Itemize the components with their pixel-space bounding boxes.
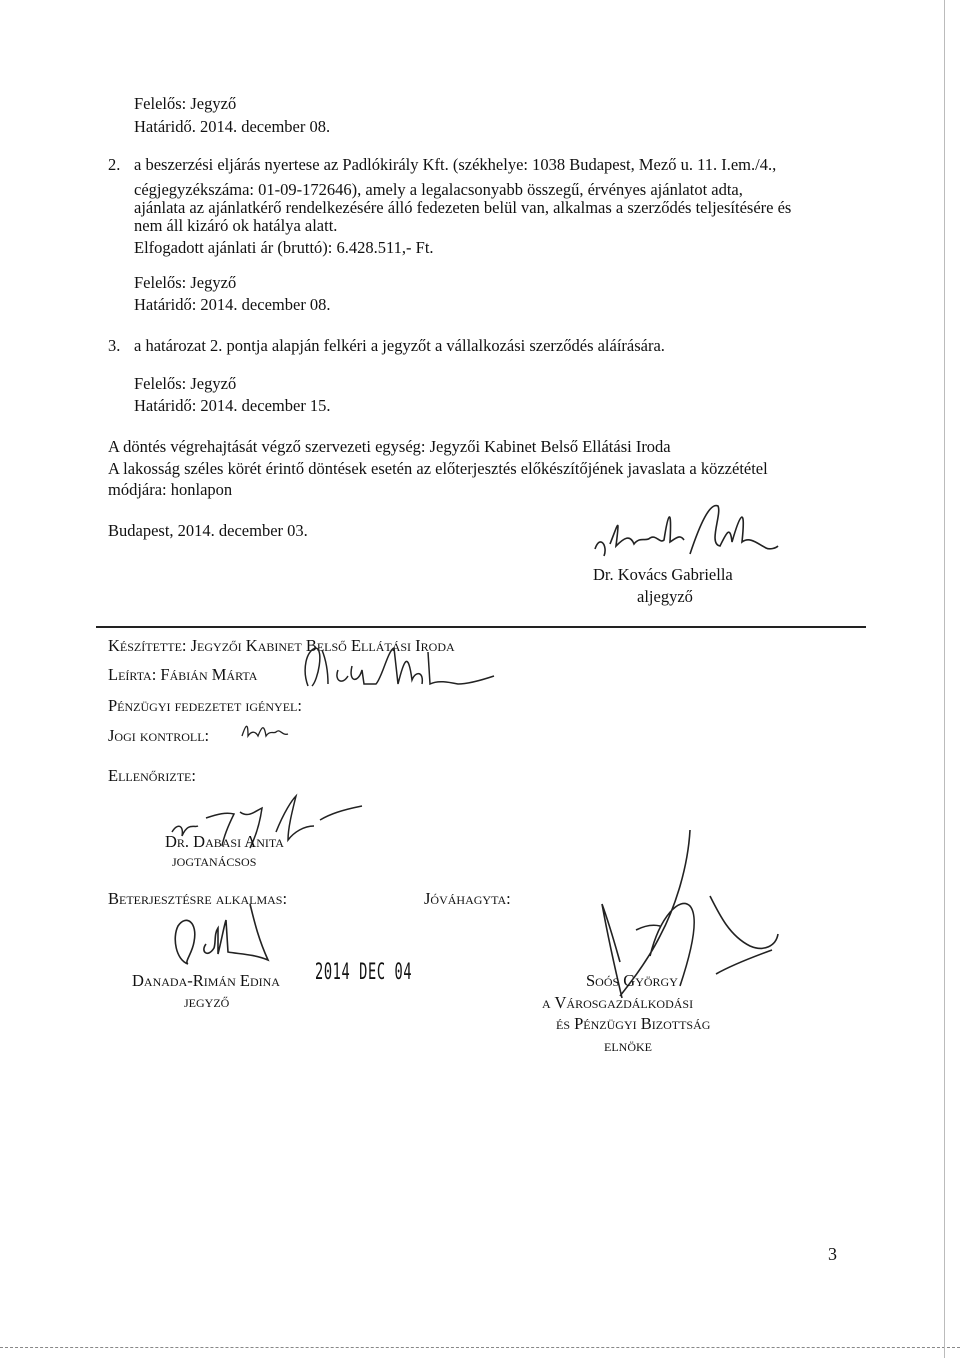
approver-name: Soós György [586,971,678,990]
publication-line: módjára: honlapon [108,480,233,499]
deadline-label: Határidő: 2014. december 08. [134,295,331,314]
signature-danada [158,898,278,978]
publication-line: A lakosság széles körét érintő döntések esetén az előterjesztés előkészítőjének javaslata a közzététel [108,459,768,478]
scan-edge-bottom [0,1347,960,1348]
approver-title: elnöke [604,1036,652,1055]
prepared-by: Készítette: Jegyzői Kabinet Belső Ellátási Iroda [108,636,455,655]
item2-line3: ajánlata az ajánlatkérő rendelkezésére álló fedezeten belül van, alkalmas a szerződés teljesítésére és [134,198,792,217]
deadline-label: Határidő: 2014. december 15. [134,396,331,415]
item-number: 2. [108,155,121,174]
responsible-label: Felelős: Jegyző [134,94,237,113]
approver-title: a Városgazdálkodási [542,993,694,1012]
page-number: 3 [828,1244,837,1264]
written-by: Leírta: Fábián Márta [108,665,258,684]
received-stamp-date: 2014 DEC 04 [315,960,413,985]
item3-text: a határozat 2. pontja alapján felkéri a jegyzőt a vállalkozási szerződés aláírására. [134,336,665,355]
execution-unit: A döntés végrehajtását végző szervezeti egység: Jegyzői Kabinet Belső Ellátási Iroda [108,437,671,456]
submitter-name: Danada-Rimán Edina [132,971,280,990]
place-date: Budapest, 2014. december 03. [108,521,308,540]
financial-cover: Pénzügyi fedezetet igényel: [108,696,302,715]
item2-line1: a beszerzési eljárás nyertese az Padlókirály Kft. (székhelye: 1038 Budapest, Mező u. 11. I.em./4., [134,155,777,174]
footer-top-rule [96,626,866,628]
responsible-label: Felelős: Jegyző [134,374,237,393]
initials-legal-control [240,720,300,742]
item2-line2: cégjegyzékszáma: 01-09-172646), amely a legalacsonyabb összegű, érvényes ajánlatot adta, [134,180,743,199]
legal-title: jogtanácsos [172,851,257,870]
legal-control: Jogi kontroll: [108,726,210,745]
checked-label: Ellenőrizte: [108,766,196,785]
approver-title: és Pénzügyi Bizottság [556,1014,711,1033]
accepted-price: Elfogadott ajánlati ár (bruttó): 6.428.511,- Ft. [134,238,434,257]
responsible-label: Felelős: Jegyző [134,273,237,292]
submitted-label: Beterjesztésre alkalmas: [108,889,288,908]
legal-name: Dr. Dabasi Anita [165,832,284,851]
deadline-label: Határidő. 2014. december 08. [134,117,331,136]
signature-fabian [298,640,508,692]
submitter-title: jegyző [184,992,230,1011]
signatory-title: aljegyző [637,587,693,606]
item-number: 3. [108,336,121,355]
item2-line4: nem áll kizáró ok hatálya alatt. [134,216,338,235]
signature-kovacs [590,494,780,564]
signatory-name: Dr. Kovács Gabriella [593,565,733,584]
scan-edge-right [944,0,945,1358]
approved-label: Jóváhagyta: [424,889,511,908]
